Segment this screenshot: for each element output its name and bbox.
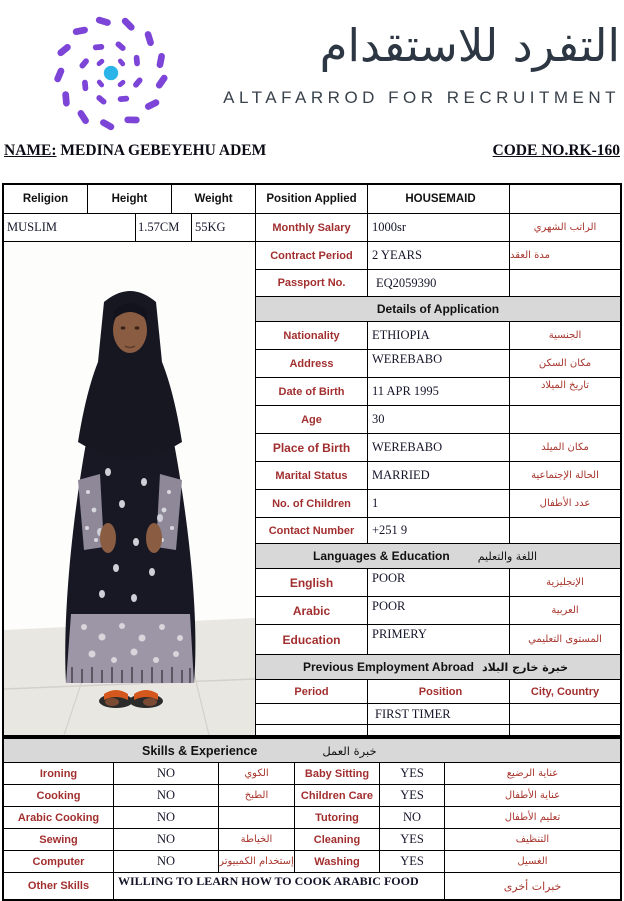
religion-value: MUSLIM bbox=[4, 214, 136, 241]
skills-table bbox=[2, 737, 622, 901]
height-header: Height bbox=[88, 185, 172, 213]
name-code-line bbox=[4, 142, 620, 160]
salary-row: Monthly Salary 1000sr الراتب الشهري bbox=[256, 214, 620, 242]
brand-title-english: ALTAFARROD FOR RECRUITMENT bbox=[223, 88, 620, 107]
first-timer-value: FIRST TIMER bbox=[368, 704, 510, 724]
religion-header: Religion bbox=[4, 185, 88, 213]
passport-row: Passport No. EQ2059390 bbox=[256, 270, 620, 297]
skills-row-computer: Computer NO إستخدام الكمبيوتر Washing YES الغسيل bbox=[4, 851, 620, 873]
applicant-photo bbox=[4, 242, 255, 735]
application-table bbox=[2, 183, 622, 737]
pob-row: Place of Birth WEREBABO مكان الميلد bbox=[256, 434, 620, 462]
languages-section-header: Languages & Education اللغة والتعليم bbox=[256, 544, 620, 569]
children-row: No. of Children 1 عدد الأطفال bbox=[256, 490, 620, 518]
weight-header: Weight bbox=[194, 193, 233, 205]
skills-row-ironing: Ironing NO الكوي Baby Sitting YES عناية الرضيع bbox=[4, 763, 620, 785]
contact-row: Contact Number +251 9 bbox=[256, 518, 620, 544]
other-skills-arabic: خبرات أخرى bbox=[503, 879, 562, 893]
address-row: Address WEREBABO مكان السكن bbox=[256, 350, 620, 378]
other-skills-row bbox=[4, 873, 620, 899]
skills-row-cooking: Cooking NO الطبخ Children Care YES عناية الأطفال bbox=[4, 785, 620, 807]
skills-section-header: Skills & Experience خبرة العمل bbox=[4, 739, 620, 763]
other-skills-value: WILLING TO LEARN HOW TO COOK ARABIC FOOD bbox=[114, 873, 445, 899]
code-number: CODE NO.RK-160 bbox=[492, 142, 620, 159]
other-skills-label: Other Skills bbox=[4, 873, 114, 899]
logo-center-dot bbox=[104, 66, 118, 80]
marital-row: Marital Status MARRIED الحالة الإجتماعية bbox=[256, 462, 620, 490]
employment-columns-row: Period Position City, Country bbox=[256, 680, 620, 704]
weight-value: 55KG bbox=[195, 220, 226, 234]
brand-logo-icon bbox=[42, 6, 180, 140]
english-row: English POOR الإنجليزية bbox=[256, 569, 620, 597]
position-value: HOUSEMAID bbox=[368, 185, 510, 213]
contract-row: Contract Period 2 YEARS مدة العقد bbox=[256, 242, 620, 270]
left-pane bbox=[4, 185, 256, 735]
education-row: Education PRIMERY المستوى التعليمي bbox=[256, 625, 620, 655]
physical-header-row bbox=[4, 185, 255, 214]
physical-value-row bbox=[4, 214, 255, 242]
name-label: NAME: bbox=[4, 142, 57, 159]
details-section-header: Details of Application bbox=[256, 297, 620, 322]
position-label: Position Applied bbox=[256, 185, 368, 213]
name-value: MEDINA GEBEYEHU ADEM bbox=[56, 142, 267, 159]
skills-row-arabic-cooking: Arabic Cooking NO Tutoring NO تعليم الأطفال bbox=[4, 807, 620, 829]
applicant-name bbox=[4, 142, 266, 160]
brand-title-arabic: التفرد للاستقدام bbox=[319, 19, 620, 72]
employment-row-2 bbox=[256, 725, 620, 735]
position-row bbox=[256, 185, 620, 214]
employment-row-1 bbox=[256, 704, 620, 725]
nationality-row: Nationality ETHIOPIA الجنسية bbox=[256, 322, 620, 350]
employment-section-header: Previous Employment Abroad خبرة خارج البلاد bbox=[256, 655, 620, 680]
position-arabic bbox=[510, 185, 620, 213]
age-row: Age 30 bbox=[256, 406, 620, 434]
height-value: 1.57CM bbox=[136, 214, 192, 241]
arabic-row: Arabic POOR العربية bbox=[256, 597, 620, 625]
skills-row-sewing: Sewing NO الخياطة Cleaning YES التنظيف bbox=[4, 829, 620, 851]
right-pane bbox=[256, 185, 620, 735]
dob-row: Date of Birth 11 APR 1995 تاريخ الميلاد bbox=[256, 378, 620, 406]
